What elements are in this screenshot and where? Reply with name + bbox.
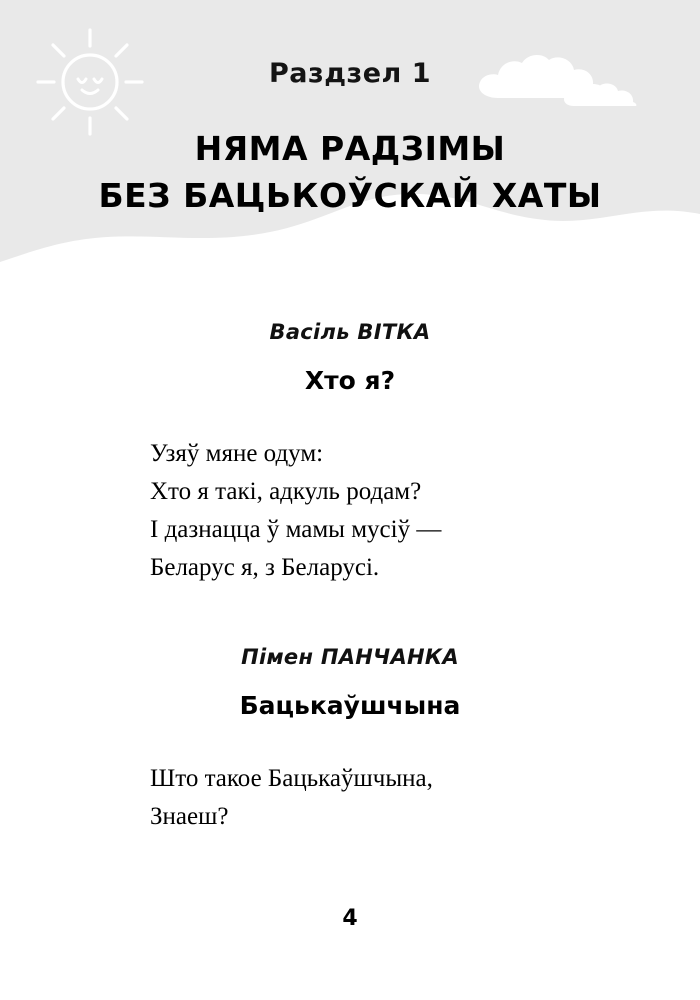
- poem-author: Васіль ВІТКА: [269, 320, 431, 344]
- poem-line: Што такое Бацькаўшчына,: [150, 765, 433, 792]
- page-number: 4: [342, 906, 358, 931]
- poem-line: Беларус я, з Беларусі.: [150, 554, 380, 581]
- poem-stanza: [0, 435, 700, 587]
- poem-entry: [0, 645, 700, 836]
- page-title-line-2: БЕЗ БАЦЬКОЎСКАЙ ХАТЫ: [98, 175, 602, 215]
- poem-entry: [0, 320, 700, 587]
- poem-line: Узяў мяне одум:: [150, 440, 324, 467]
- poem-line: Знаеш?: [150, 803, 229, 830]
- poem-line: І дазнацца ў мамы мусіў —: [150, 516, 442, 543]
- page-title-line-1: НЯМА РАДЗІМЫ: [194, 129, 506, 168]
- page-title: [0, 126, 700, 220]
- poem-title: Бацькаўшчына: [239, 691, 461, 720]
- poem-stanza: [0, 760, 700, 836]
- section-label: Раздзел 1: [269, 58, 431, 89]
- poems-container: [0, 320, 700, 836]
- poem-title: Хто я?: [304, 366, 396, 395]
- poem-line: Хто я такі, адкуль родам?: [150, 478, 422, 505]
- poem-author: Пімен ПАНЧАНКА: [241, 645, 459, 669]
